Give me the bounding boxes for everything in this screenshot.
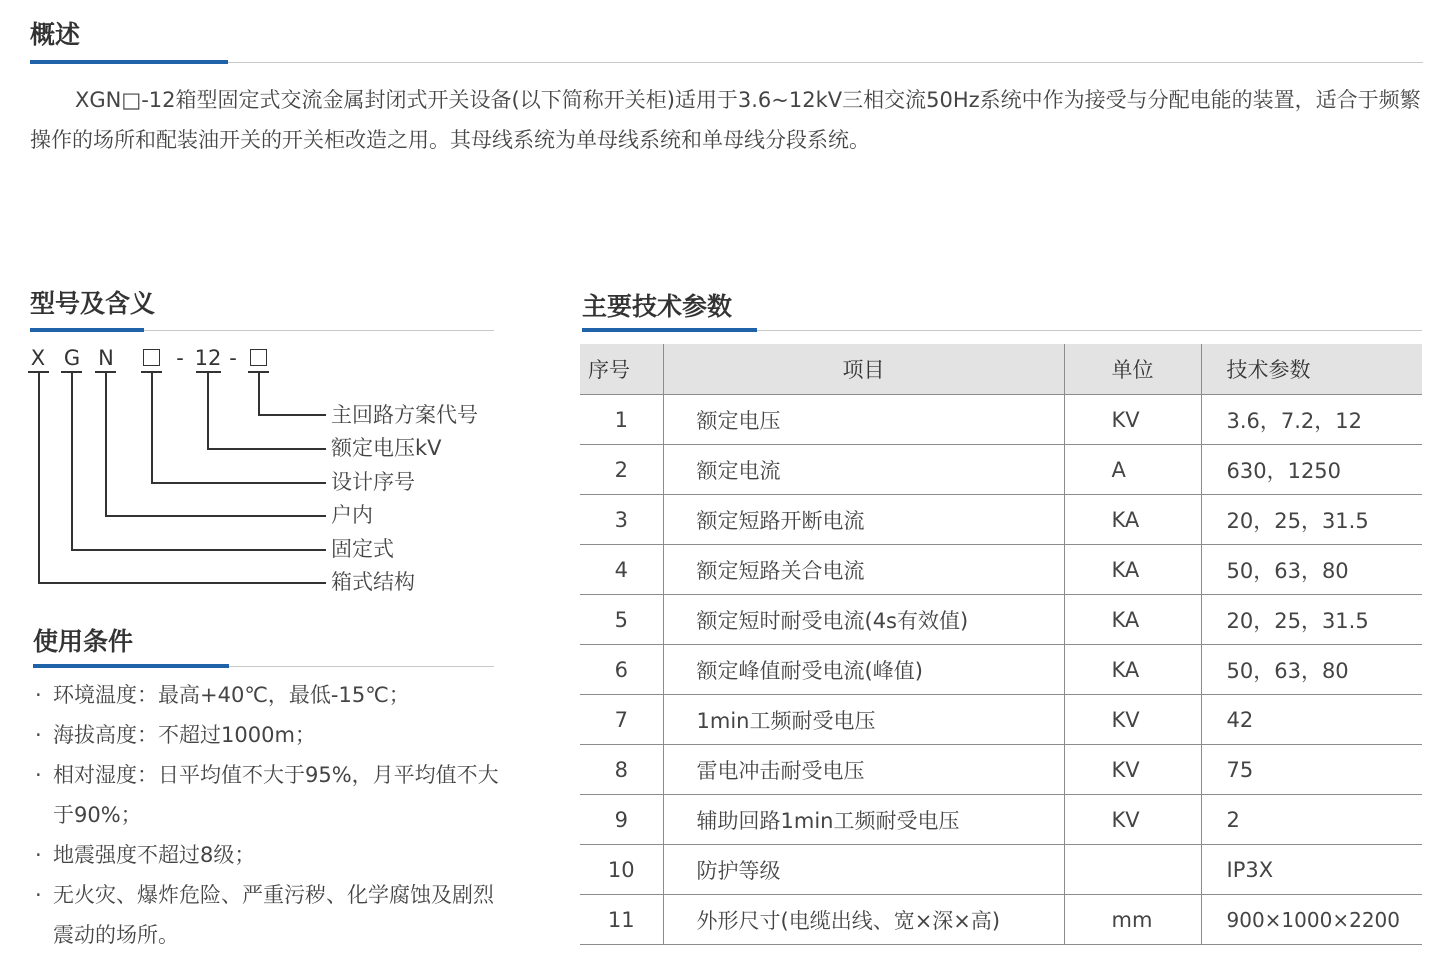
cell-unit: [1064, 845, 1201, 895]
specs-table: [580, 344, 1422, 945]
cell-value: 20，25，31.5: [1201, 495, 1422, 545]
bullet: ·: [35, 843, 42, 867]
list-item: [33, 835, 508, 875]
connector-indoor-v: [105, 372, 107, 516]
code-dash-1: -: [176, 346, 184, 370]
cell-item: 额定电压: [663, 395, 1064, 445]
cell-item: 1min工频耐受电压: [663, 695, 1064, 745]
conditions-accent: [33, 664, 229, 668]
cell-value: 50，63，80: [1201, 545, 1422, 595]
code-n: N: [98, 346, 114, 370]
table-row: [580, 395, 1422, 445]
condition-text: 相对湿度：日平均值不大于95%，月平均值不大于90%；: [53, 763, 499, 827]
table-row: [580, 845, 1422, 895]
model-accent: [30, 328, 144, 332]
cell-no: 3: [580, 495, 663, 545]
table-row: [580, 545, 1422, 595]
cell-item: 额定短路开断电流: [663, 495, 1064, 545]
cell-value: 50，63，80: [1201, 645, 1422, 695]
specs-title: 主要技术参数: [582, 292, 733, 321]
table-row: [580, 495, 1422, 545]
condition-text: 环境温度：最高+40℃，最低-15℃；: [53, 683, 410, 707]
cell-unit: KA: [1064, 545, 1201, 595]
code-dash-2: -: [229, 346, 237, 370]
condition-text: 无火灾、爆炸危险、严重污秽、化学腐蚀及剧烈震动的场所。: [53, 883, 494, 947]
overview-rule: [30, 62, 1423, 63]
header-item: 项目: [663, 344, 1064, 395]
cell-item: 辅助回路1min工频耐受电压: [663, 795, 1064, 845]
connector-voltage-v: [207, 372, 209, 449]
table-row: [580, 645, 1422, 695]
condition-text: 海拔高度：不超过1000m；: [53, 723, 316, 747]
overview-title: 概述: [30, 20, 81, 49]
label-indoor: 户内: [331, 503, 373, 527]
table-row: [580, 445, 1422, 495]
list-item: [33, 755, 508, 835]
overview-paragraph: XGN□-12箱型固定式交流金属封闭式开关设备(以下简称开关柜)适用于3.6~12kV三相交流50Hz系统中作为接受与分配电能的装置，适合于频繁操作的场所和配装油开关的开关柜改造之用。其母线系统为单母线系统和单母线分段系统。: [30, 88, 1421, 152]
connector-scheme-v: [258, 372, 260, 415]
header-no: 序号: [580, 344, 663, 395]
list-item: [33, 875, 508, 955]
connector-scheme-h: [258, 414, 326, 416]
code-g: G: [63, 346, 81, 370]
code-box-scheme: [250, 349, 267, 366]
cell-unit: KA: [1064, 645, 1201, 695]
connector-box-h: [38, 582, 326, 584]
bullet: ·: [35, 763, 42, 787]
label-box-structure: 箱式结构: [331, 570, 415, 594]
header-unit: 单位: [1064, 344, 1201, 395]
bullet: ·: [35, 723, 42, 747]
cell-no: 1: [580, 395, 663, 445]
cell-unit: KA: [1064, 595, 1201, 645]
list-item: [33, 715, 508, 755]
cell-item: 额定短路关合电流: [663, 545, 1064, 595]
code-x: X: [30, 346, 46, 370]
cell-no: 4: [580, 545, 663, 595]
cell-value: 900×1000×2200: [1201, 895, 1422, 945]
overview-accent: [30, 60, 228, 64]
cell-value: 3.6，7.2，12: [1201, 395, 1422, 445]
cell-unit: KV: [1064, 745, 1201, 795]
header-value: 技术参数: [1201, 344, 1422, 395]
cell-no: 5: [580, 595, 663, 645]
cell-unit: KA: [1064, 495, 1201, 545]
cell-item: 额定峰值耐受电流(峰值): [663, 645, 1064, 695]
connector-indoor-h: [105, 515, 326, 517]
model-title: 型号及含义: [30, 289, 156, 318]
connector-design-h: [151, 482, 326, 484]
cell-no: 8: [580, 745, 663, 795]
connector-fixed-h: [71, 549, 326, 551]
cell-no: 6: [580, 645, 663, 695]
cell-item: 防护等级: [663, 845, 1064, 895]
table-row: [580, 745, 1422, 795]
cell-item: 外形尺寸(电缆出线、宽×深×高): [663, 895, 1064, 945]
cell-item: 雷电冲击耐受电压: [663, 745, 1064, 795]
table-row: [580, 695, 1422, 745]
label-fixed: 固定式: [331, 537, 394, 561]
connector-box-v: [38, 372, 40, 583]
connector-design-v: [151, 372, 153, 483]
table-row: [580, 795, 1422, 845]
connector-fixed-v: [71, 372, 73, 550]
cell-no: 10: [580, 845, 663, 895]
cell-unit: KV: [1064, 395, 1201, 445]
list-item: [33, 675, 508, 715]
conditions-list: [33, 675, 508, 955]
cell-item: 额定电流: [663, 445, 1064, 495]
label-scheme-code: 主回路方案代号: [331, 403, 478, 427]
cell-value: 20，25，31.5: [1201, 595, 1422, 645]
code-voltage: 12: [194, 346, 222, 370]
underline-voltage: [196, 371, 221, 373]
table-header-row: [580, 344, 1422, 395]
cell-unit: mm: [1064, 895, 1201, 945]
connector-voltage-h: [207, 448, 326, 450]
bullet: ·: [35, 883, 42, 907]
cell-no: 2: [580, 445, 663, 495]
cell-value: IP3X: [1201, 845, 1422, 895]
cell-no: 11: [580, 895, 663, 945]
cell-value: 2: [1201, 795, 1422, 845]
cell-no: 9: [580, 795, 663, 845]
bullet: ·: [35, 683, 42, 707]
label-rated-voltage: 额定电压kV: [331, 436, 442, 460]
cell-no: 7: [580, 695, 663, 745]
label-design-no: 设计序号: [331, 470, 415, 494]
cell-unit: A: [1064, 445, 1201, 495]
cell-value: 630，1250: [1201, 445, 1422, 495]
cell-value: 75: [1201, 745, 1422, 795]
conditions-title: 使用条件: [33, 627, 134, 656]
table-row: [580, 595, 1422, 645]
cell-value: 42: [1201, 695, 1422, 745]
specs-accent: [582, 328, 757, 332]
table-row: [580, 895, 1422, 945]
cell-unit: KV: [1064, 695, 1201, 745]
cell-unit: KV: [1064, 795, 1201, 845]
condition-text: 地震强度不超过8级；: [53, 843, 256, 867]
code-box-design: [143, 349, 160, 366]
cell-item: 额定短时耐受电流(4s有效值): [663, 595, 1064, 645]
